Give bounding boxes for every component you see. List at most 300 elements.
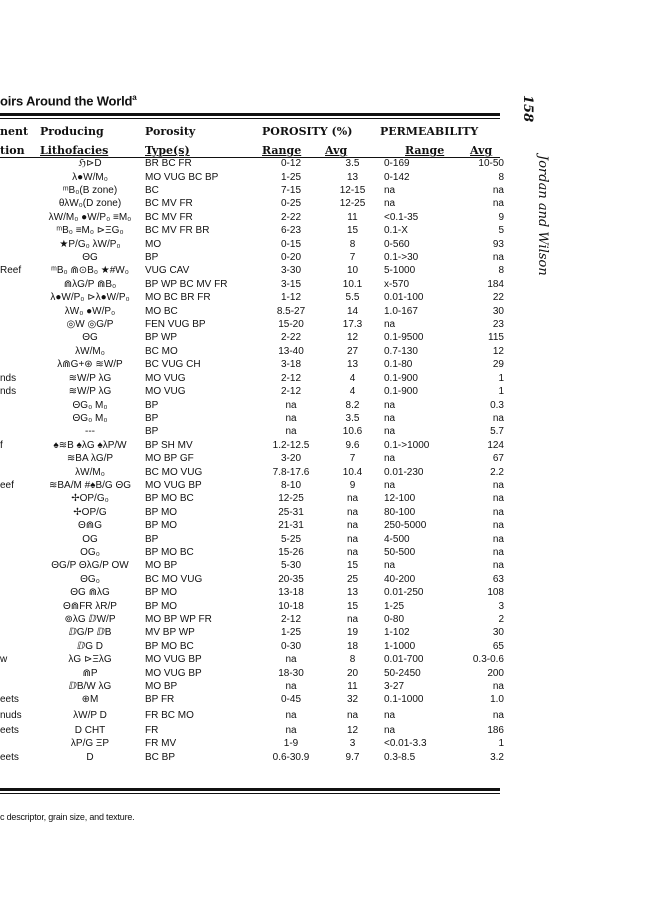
lithofacies-cell: ⋒λG/P ⋒B₀ — [63, 278, 117, 290]
lithofacies-cell: ᵐB₀ ≡M₀ ⊳ΞG₀ — [56, 225, 124, 237]
porosity-range-cell: 1-25 — [280, 627, 301, 639]
porosity-type-cell: MO VUG BP — [145, 654, 202, 666]
lithofacies-cell: λ●W/M₀ — [72, 171, 108, 183]
header-permeability-range: Range — [405, 144, 445, 157]
component-cell — [0, 170, 35, 183]
table-row — [0, 506, 504, 519]
table-row — [0, 372, 504, 385]
permeability-range-cell: 250-5000 — [384, 520, 427, 532]
component-cell: w — [0, 654, 8, 666]
porosity-range-cell: 1-25 — [280, 171, 301, 183]
porosity-avg-cell: 10 — [346, 265, 359, 277]
component-cell — [0, 626, 35, 639]
permeability-range-cell: 0-142 — [384, 171, 410, 183]
porosity-avg-cell: 4 — [349, 372, 356, 384]
porosity-range-cell: na — [285, 654, 297, 666]
component-cell — [0, 573, 35, 586]
permeability-range-cell: 0.1-80 — [384, 359, 413, 371]
lithofacies-cell: ★P/G₀ λW/P₀ — [59, 238, 121, 250]
porosity-range-cell: 0.6-30.9 — [272, 751, 310, 763]
permeability-avg-cell: 1 — [498, 372, 504, 384]
permeability-range-cell: 0.1->1000 — [384, 439, 430, 451]
header-permeability-avg: Avg — [470, 144, 493, 157]
lithofacies-cell: Θ⋒FR λR/P — [63, 600, 117, 612]
component-cell — [0, 358, 35, 371]
porosity-range-cell: 13-18 — [278, 587, 304, 599]
permeability-avg-cell: 3.2 — [490, 751, 504, 763]
permeability-range-cell: na — [384, 426, 396, 438]
porosity-avg-cell: 4 — [349, 386, 356, 398]
permeability-avg-cell: 9 — [498, 211, 504, 223]
porosity-avg-cell: 13 — [346, 359, 359, 371]
header-porosity-range: Range — [262, 144, 302, 157]
permeability-avg-cell: 29 — [492, 359, 504, 371]
permeability-avg-cell: 186 — [487, 724, 504, 736]
title-footnote-marker: a — [132, 93, 137, 102]
permeability-range-cell: na — [384, 479, 396, 491]
top-rule-thick — [0, 113, 500, 116]
lithofacies-cell: ◎W ◎G/P — [66, 319, 114, 331]
lithofacies-cell: ⅅG/P ⅅB — [68, 627, 112, 639]
permeability-range-cell: 0-560 — [384, 238, 410, 250]
porosity-avg-cell: na — [346, 546, 359, 558]
table-row — [0, 519, 504, 532]
porosity-type-cell: MO VUG BC BP — [145, 171, 219, 183]
lithofacies-cell: ΘG ⋒λG — [70, 587, 110, 599]
porosity-avg-cell: 8.2 — [345, 399, 360, 411]
lithofacies-cell: λW/M₀ — [75, 466, 105, 478]
lithofacies-cell: ✢OP/G₀ — [71, 493, 109, 505]
table-row — [0, 640, 504, 653]
permeability-range-cell: na — [384, 724, 396, 736]
porosity-range-cell: 2-22 — [280, 211, 301, 223]
porosity-avg-cell: 12-15 — [339, 185, 366, 197]
porosity-range-cell: 6-23 — [280, 225, 301, 237]
porosity-range-cell: 0-15 — [280, 238, 301, 250]
permeability-avg-cell: 108 — [487, 587, 504, 599]
porosity-avg-cell: 25 — [346, 573, 359, 585]
component-cell — [0, 613, 35, 626]
permeability-avg-cell: 5 — [498, 225, 504, 237]
header-porosity-group: POROSITY (%) — [262, 125, 353, 138]
permeability-range-cell: <0.01-3.3 — [384, 738, 427, 750]
table-row — [0, 264, 504, 277]
porosity-range-cell: 1-9 — [283, 738, 299, 750]
table-row — [0, 291, 504, 304]
footnote: c descriptor, grain size, and texture. — [0, 812, 135, 822]
permeability-range-cell: x-570 — [384, 278, 410, 290]
table-row — [0, 586, 504, 599]
permeability-range-cell: na — [384, 399, 396, 411]
lithofacies-cell: ⊚λG ⅅW/P — [64, 614, 116, 626]
permeability-avg-cell: na — [492, 506, 504, 518]
porosity-range-cell: 2-22 — [280, 332, 301, 344]
porosity-avg-cell: na — [346, 506, 359, 518]
component-cell — [0, 492, 35, 505]
table-row — [0, 707, 504, 724]
component-cell — [0, 398, 35, 411]
porosity-avg-cell: 9.7 — [345, 751, 360, 763]
table-row — [0, 532, 504, 545]
permeability-avg-cell: 1.0 — [490, 694, 504, 706]
porosity-range-cell: 18-30 — [278, 667, 304, 679]
porosity-type-cell: BP MO — [145, 520, 178, 532]
component-cell — [0, 237, 35, 250]
table-row — [0, 224, 504, 237]
component-cell: nds — [0, 386, 17, 398]
porosity-type-cell: MO — [145, 238, 162, 250]
component-cell — [0, 519, 35, 532]
porosity-range-cell: 0-45 — [280, 694, 301, 706]
porosity-range-cell: 7.8-17.6 — [272, 466, 310, 478]
porosity-type-cell: BP FR — [145, 694, 175, 706]
porosity-avg-cell: 10.4 — [342, 466, 363, 478]
permeability-range-cell: 1-1000 — [384, 640, 416, 652]
permeability-avg-cell: na — [492, 198, 504, 210]
porosity-range-cell: 5-30 — [280, 560, 301, 572]
component-cell: eef — [0, 479, 14, 491]
permeability-range-cell: 0.1-1000 — [384, 694, 424, 706]
porosity-avg-cell: 32 — [346, 694, 359, 706]
permeability-avg-cell: 124 — [487, 439, 504, 451]
porosity-type-cell: MO BP GF — [145, 453, 194, 465]
porosity-avg-cell: 15 — [346, 560, 359, 572]
porosity-range-cell: na — [285, 681, 297, 693]
top-rule-thin — [0, 118, 500, 119]
component-cell — [0, 197, 35, 210]
lithofacies-cell: OG — [82, 533, 98, 545]
component-cell — [0, 452, 35, 465]
table-row — [0, 398, 504, 411]
lithofacies-cell: λ●W/P₀ ⊳λ●W/P₀ — [50, 292, 130, 304]
porosity-range-cell: 8.5-27 — [276, 305, 306, 317]
permeability-range-cell: 40-200 — [384, 573, 416, 585]
porosity-avg-cell: 18 — [346, 640, 359, 652]
porosity-type-cell: BC MO VUG — [145, 573, 203, 585]
porosity-avg-cell: 11 — [347, 681, 358, 693]
table-row — [0, 680, 504, 693]
lithofacies-cell: λP/G ΞP — [70, 738, 110, 750]
porosity-range-cell: 1.2-12.5 — [272, 439, 310, 451]
component-cell — [0, 599, 35, 612]
porosity-range-cell: 15-20 — [278, 319, 304, 331]
lithofacies-cell: D — [86, 751, 94, 763]
lithofacies-cell: ⊕M — [81, 694, 99, 706]
table-row — [0, 750, 504, 763]
porosity-avg-cell: 13 — [346, 171, 359, 183]
permeability-avg-cell: 93 — [492, 238, 504, 250]
component-cell — [0, 425, 35, 438]
porosity-type-cell: BC MO — [145, 345, 178, 357]
lithofacies-cell: --- — [85, 426, 95, 438]
porosity-type-cell: VUG CAV — [145, 265, 190, 277]
lithofacies-cell: λW/P D — [73, 709, 107, 721]
component-cell: eets — [0, 694, 19, 706]
lithofacies-cell: D CHT — [74, 724, 106, 736]
component-cell — [0, 465, 35, 478]
table-row — [0, 211, 504, 224]
page-number: 158 — [520, 95, 535, 123]
permeability-range-cell: 50-500 — [384, 546, 416, 558]
table-row — [0, 653, 504, 666]
header-producing: Producing — [40, 125, 104, 138]
permeability-avg-cell: na — [492, 252, 504, 264]
permeability-avg-cell: 3 — [498, 600, 504, 612]
porosity-range-cell: 2-12 — [280, 386, 301, 398]
porosity-range-cell: 25-31 — [278, 506, 304, 518]
permeability-range-cell: na — [384, 185, 396, 197]
table-row — [0, 613, 504, 626]
porosity-avg-cell: 10.1 — [342, 278, 363, 290]
porosity-type-cell: FR BC MO — [145, 709, 194, 721]
porosity-avg-cell: na — [346, 614, 359, 626]
porosity-range-cell: 0-20 — [280, 252, 301, 264]
porosity-type-cell: BC MV FR BR — [145, 225, 210, 237]
permeability-avg-cell: 65 — [492, 640, 504, 652]
porosity-avg-cell: 7 — [349, 453, 356, 465]
porosity-avg-cell: 3.5 — [345, 412, 360, 424]
component-cell — [0, 318, 35, 331]
porosity-type-cell: MV BP WP — [145, 627, 195, 639]
permeability-avg-cell: 1 — [498, 386, 504, 398]
table-row — [0, 385, 504, 398]
bottom-rule-thin — [0, 793, 500, 794]
table-row — [0, 737, 504, 750]
porosity-avg-cell: 8 — [349, 238, 356, 250]
porosity-type-cell: BC MO VUG — [145, 466, 203, 478]
permeability-range-cell: 5-1000 — [384, 265, 416, 277]
porosity-range-cell: 13-40 — [278, 345, 304, 357]
table-row — [0, 573, 504, 586]
component-cell — [0, 506, 35, 519]
porosity-type-cell: BP — [145, 412, 159, 424]
table-row — [0, 412, 504, 425]
component-cell — [0, 251, 35, 264]
lithofacies-cell: ℌ⊳D — [78, 158, 102, 170]
porosity-type-cell: MO BC — [145, 305, 178, 317]
porosity-avg-cell: na — [346, 709, 359, 721]
porosity-range-cell: na — [285, 709, 297, 721]
table-row — [0, 157, 504, 170]
component-cell: nds — [0, 372, 17, 384]
porosity-type-cell: BP — [145, 252, 159, 264]
lithofacies-cell: ≋BA/M #♠B/G ΘG — [48, 479, 132, 491]
lithofacies-cell: ♠≋B ♠λG ♠λP/W — [53, 439, 127, 451]
component-cell — [0, 224, 35, 237]
permeability-avg-cell: 23 — [492, 319, 504, 331]
porosity-type-cell: MO BP — [145, 681, 178, 693]
component-cell — [0, 412, 35, 425]
table-row — [0, 546, 504, 559]
permeability-range-cell: 4-500 — [384, 533, 410, 545]
table-row — [0, 304, 504, 317]
lithofacies-cell: ΘG — [82, 252, 98, 264]
component-cell — [0, 184, 35, 197]
permeability-range-cell: 0.01-250 — [384, 587, 424, 599]
porosity-type-cell: BC VUG CH — [145, 359, 201, 371]
permeability-avg-cell: na — [492, 709, 504, 721]
permeability-avg-cell: na — [492, 412, 504, 424]
permeability-range-cell: na — [384, 412, 396, 424]
permeability-avg-cell: na — [492, 681, 504, 693]
porosity-avg-cell: 15 — [346, 600, 359, 612]
lithofacies-cell: ≋BA λG/P — [66, 453, 114, 465]
running-author: Jordan and Wilson — [535, 155, 550, 276]
permeability-avg-cell: 22 — [492, 292, 504, 304]
permeability-avg-cell: 5.7 — [490, 426, 504, 438]
table-row — [0, 184, 504, 197]
porosity-avg-cell: 3 — [349, 738, 356, 750]
lithofacies-cell: Θ⋒G — [78, 520, 102, 532]
permeability-avg-cell: na — [492, 520, 504, 532]
table-row — [0, 278, 504, 291]
porosity-range-cell: 3-20 — [280, 453, 301, 465]
permeability-avg-cell: 115 — [488, 332, 504, 344]
porosity-type-cell: FEN VUG BP — [145, 319, 206, 331]
permeability-range-cell: na — [384, 709, 396, 721]
table-row — [0, 599, 504, 612]
permeability-range-cell: na — [384, 453, 396, 465]
table-row — [0, 626, 504, 639]
table-row — [0, 693, 504, 706]
component-cell — [0, 559, 35, 572]
porosity-range-cell: 0-25 — [280, 198, 301, 210]
porosity-type-cell: MO VUG — [145, 386, 186, 398]
header-porosity-avg: Avg — [325, 144, 348, 157]
table-row — [0, 237, 504, 250]
permeability-range-cell: 0.01-100 — [384, 292, 424, 304]
permeability-avg-cell: na — [492, 185, 504, 197]
porosity-avg-cell: 5.5 — [345, 292, 360, 304]
bottom-rule-thick — [0, 788, 500, 791]
table-row — [0, 331, 504, 344]
table-row — [0, 170, 504, 183]
permeability-range-cell: 0.3-8.5 — [384, 751, 416, 763]
porosity-type-cell: BC — [145, 185, 159, 197]
porosity-avg-cell: 17.3 — [342, 319, 363, 331]
porosity-type-cell: FR MV — [145, 738, 177, 750]
component-cell — [0, 737, 35, 750]
component-cell — [0, 345, 35, 358]
permeability-avg-cell: 30 — [492, 627, 504, 639]
lithofacies-cell: ⋒P — [82, 667, 98, 679]
permeability-range-cell: 0.1-900 — [384, 372, 418, 384]
porosity-avg-cell: 8 — [349, 654, 356, 666]
permeability-avg-cell: 2 — [498, 614, 504, 626]
lithofacies-cell: ΘG₀ M₀ — [72, 399, 108, 411]
porosity-range-cell: 5-25 — [280, 533, 301, 545]
permeability-range-cell: 0.7-130 — [384, 345, 418, 357]
permeability-range-cell: na — [384, 319, 396, 331]
header-permeability-group: PERMEABILITY — [380, 125, 479, 138]
reservoir-table — [0, 157, 504, 764]
permeability-range-cell: 3-27 — [384, 681, 405, 693]
porosity-avg-cell: 12 — [346, 724, 359, 736]
porosity-type-cell: BC MV FR — [145, 198, 193, 210]
porosity-avg-cell: 27 — [346, 345, 359, 357]
porosity-range-cell: na — [285, 426, 297, 438]
porosity-type-cell: BP WP — [145, 332, 178, 344]
permeability-range-cell: 1.0-167 — [384, 305, 418, 317]
header-types: Type(s) — [145, 144, 190, 157]
table-row — [0, 465, 504, 478]
porosity-range-cell: 3-15 — [280, 278, 301, 290]
porosity-range-cell: 0-12 — [280, 158, 301, 170]
permeability-avg-cell: 200 — [487, 667, 504, 679]
porosity-avg-cell: 9 — [349, 479, 356, 491]
permeability-avg-cell: 0.3-0.6 — [472, 654, 504, 666]
porosity-avg-cell: na — [346, 493, 359, 505]
running-head — [505, 95, 555, 275]
porosity-avg-cell: 7 — [349, 252, 356, 264]
permeability-avg-cell: 8 — [498, 171, 504, 183]
table-row — [0, 345, 504, 358]
table-row — [0, 559, 504, 572]
permeability-avg-cell: 184 — [487, 278, 504, 290]
porosity-range-cell: 12-25 — [278, 493, 304, 505]
component-cell — [0, 680, 35, 693]
porosity-range-cell: 1-12 — [280, 292, 301, 304]
porosity-type-cell: FR — [145, 724, 159, 736]
permeability-range-cell: 12-100 — [384, 493, 416, 505]
permeability-range-cell: <0.1-35 — [384, 211, 419, 223]
porosity-range-cell: 2-12 — [280, 372, 301, 384]
component-cell — [0, 211, 35, 224]
porosity-range-cell: 3-18 — [280, 359, 301, 371]
component-cell: Reef — [0, 265, 22, 277]
component-cell — [0, 278, 35, 291]
porosity-avg-cell: 14 — [346, 305, 359, 317]
porosity-avg-cell: 12 — [346, 332, 359, 344]
table-row — [0, 492, 504, 505]
porosity-avg-cell: na — [346, 520, 359, 532]
permeability-range-cell: 0-169 — [384, 158, 410, 170]
porosity-range-cell: 15-26 — [278, 546, 304, 558]
permeability-range-cell: na — [384, 560, 396, 572]
porosity-type-cell: BP MO — [145, 600, 178, 612]
porosity-type-cell: MO VUG BP — [145, 479, 202, 491]
component-cell: f — [0, 439, 3, 451]
table-title: oirs Around the World$^a$ — [0, 93, 137, 109]
component-cell — [0, 304, 35, 317]
permeability-avg-cell: 1 — [498, 738, 504, 750]
lithofacies-cell: ΘG₀ — [80, 573, 100, 585]
porosity-type-cell: BP MO BC — [145, 493, 194, 505]
porosity-avg-cell: 12-25 — [339, 198, 366, 210]
lithofacies-cell: ⅅG D — [77, 640, 103, 652]
porosity-avg-cell: 19 — [346, 627, 359, 639]
porosity-range-cell: 3-30 — [280, 265, 301, 277]
lithofacies-cell: ᵐB₀ ⋒⊙B₀ ★#W₀ — [51, 265, 129, 277]
permeability-avg-cell: 12 — [492, 345, 504, 357]
lithofacies-cell: λW₀ ●W/P₀ — [64, 305, 116, 317]
permeability-range-cell: 0.1-900 — [384, 386, 418, 398]
permeability-range-cell: 0-80 — [384, 614, 405, 626]
lithofacies-cell: ΘG₀ M₀ — [72, 412, 108, 424]
porosity-type-cell: BP SH MV — [145, 439, 193, 451]
porosity-range-cell: 0-30 — [280, 640, 301, 652]
permeability-range-cell: 0.01-230 — [384, 466, 424, 478]
lithofacies-cell: ΘG — [82, 332, 98, 344]
header-component-bottom: tion — [0, 144, 25, 157]
table-row — [0, 318, 504, 331]
porosity-range-cell: 2-12 — [280, 614, 301, 626]
porosity-avg-cell: 20 — [346, 667, 359, 679]
permeability-range-cell: 0.1-X — [384, 225, 408, 237]
permeability-avg-cell: 8 — [498, 265, 504, 277]
porosity-type-cell: MO BP — [145, 560, 178, 572]
permeability-avg-cell: na — [492, 546, 504, 558]
